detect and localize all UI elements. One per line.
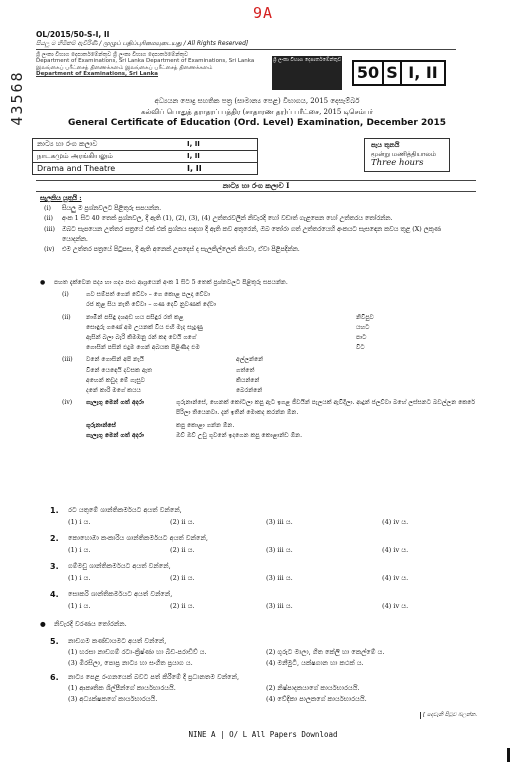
passage-i: (i) ගව සම්පත් ගෙන් වේවා – ගෙ කොළ පලදා වේවා රජ කුළ සිය නැති වේවා – ගණ දෙවි නුවණක් දේවා [62, 291, 216, 309]
department-stamp: ශ්‍රී ලංකා විභාග දෙපාර්තමේන්තුව [272, 56, 342, 90]
edge-marker [507, 748, 510, 762]
questions [34, 506, 476, 709]
subject-row: Drama and Theatre I, II [32, 162, 258, 175]
time-box [364, 138, 450, 172]
paper-code: OL/2015/50-S-I, II [36, 30, 110, 39]
dept-line: Department of Examinations, Sri Lanka Department of Examinations, Sri Lanka [36, 58, 255, 65]
passage-ii: (ii) නාමින් පසිඳු දශඅඩ හය පසිඳුර රත් කළ සොඳුරු ගණේ අම උයනක් විය එහි මැද සැදුණු ඇසින් බලා බැරි කිමඹනු රන් කඳ වෙයි ගගේ ගොසින් පසින් එදුම ගෙන් අබයක පිළිණිද එම නිවිපුව යහට පාට වීට [62, 313, 374, 352]
question-2: 2. කොහොඹා කංකාරිය ශාන්තිකර්මයට අයත් වන්නේ, (1) i ය. (2) ii ය. (3) iii ය. (4) iv ය. [50, 534, 409, 554]
time-english: Three hours [371, 158, 424, 168]
question-6: 6. නාට්‍ය පෙළ රංගනයෙක් බවට පත් කිරීමේ දී ප්‍රධානතම වන්නේ, (1) ආකෘතික ශිල්පීන්ගේ කාර්යභාරයයි. (2) නිෂ්පාදකයාගේ කාර්යභාරයයි. (3) අධ්‍යක්ෂකගේ කාර්යභාරයයි. (4) වේදිකා පාලකගේ කාර්යභාරයයි. [50, 673, 367, 703]
side-serial-number: 43568 [8, 70, 26, 126]
passage-block [34, 278, 476, 441]
question-3: 3. ගම්මඩු ශාන්තිකර්මයට අයත් වන්නේ, (1) i ය. (2) ii ය. (3) iii ය. (4) iv ය. [50, 562, 409, 582]
time-sinhala: පැය තුනයි [371, 141, 400, 149]
instruction-item: (i) සියලු ම ප්‍රශ්නවලට පිළිතුරු සපයන්න. [44, 205, 162, 213]
paper-number: 50 [354, 62, 384, 84]
instruction-item: (iii) ඔබට සැපයෙන උත්තර පත්‍රයේ එක් එක් ප්‍රශ්නය සඳහා දී ඇති කව අතුරෙන්, ඔබ තෝරා ගත් උත්තරයෙහි අංකයට සැසඳෙන කවය තුළ (X) ලකුණ යොදන්න. [44, 225, 441, 243]
dept-line: இலங்கைப் பரீட்சைத் திணைக்களம் இலங்கைப் பரீட்சைத் திணைக்களம் [36, 64, 213, 71]
instructions-title: සැලකිය යුතුයි : [40, 195, 82, 202]
dept-line: ශ්‍රී ලංකා විභාග දෙපාර්තමේන්තුව ශ්‍රී ලංකා විභාග දෙපාර්තමේන්තුව [36, 52, 189, 58]
page-header-label: 9A [252, 4, 274, 22]
turn-page-note: [ දෙවැනි පිටුව බලන්න. [420, 712, 477, 719]
subject-row: නාට්‍ය හා රංග කලාව I, II [32, 138, 258, 150]
subject-table [32, 138, 258, 175]
header-tamil: கல்விப் பொதுத் தராதரப் பத்திர (சாதாரண தர)ப் பரீட்சை, 2015 டிசெம்பர் [141, 108, 373, 116]
section-title: නාට්‍ය හා රංග කලාව I [36, 180, 476, 192]
section2-lead: ● නිවැරදි වරණය තෝරන්න. [34, 620, 476, 629]
rights-line: සියලු ම හිමිකම් ඇවිරිණි / முழுப் பதிப்புரிமையுடையது / All Rights Reserved] [36, 40, 456, 50]
dept-line: Department of Examinations, Sri Lanka [36, 70, 159, 77]
instruction-item: (ii) අංක 1 සිට 40 තෙක් ප්‍රශ්නවල, දී ඇති (1), (2), (3), (4) උත්තරවලින් නිවැරදි හෝ වඩාත් ගැළපෙන හෝ උත්තරය තෝරන්න. [44, 215, 393, 223]
subject-row: நாடகமும் அரங்கியலும் I, II [32, 150, 258, 162]
exam-header [40, 96, 474, 129]
passage-lead: ● පහත දැක්වෙන පද්‍ය හා ගද්‍ය පාඨ ආශ්‍රයෙන් අංක 1 සිට 5 තෙක් ප්‍රශ්නවලට පිළිතුරු සපයන්න. [34, 278, 476, 288]
time-tamil: மூன்று மணித்தியாலம் [371, 150, 437, 158]
footer-watermark: NINE A | O/ L All Papers Download [188, 730, 338, 739]
instructions [40, 194, 468, 255]
passage-iv: (iv) ගැලැගු මෙන් ගත් අදරා ගුරුනාන්සේ, හෙනක් කෝටලා කපු ඇට ඉගළ ජීවයින් පැලයක් ඇවිදිලා. ආදුන් ජලව්වා බහේ ලස්සනට බඩල්ලන කෙරේ පිරිලා තියෙනවා. දැන් ඉතින් මොකද කරන්න ඕන. ගුරුනාන්සේ කපු කොළා ගන්න ඕන. ගැලැගු මෙන් ගත් අදරා ඔව් ඔව් උඩු ගුවනේ ඉදගෙන කපු කොළාන්ඩ ඕන. [62, 399, 476, 439]
question-4: 4. සොකරි ශාන්තිකර්මයට අයත් වන්නේ, (1) i ය. (2) ii ය. (3) iii ය. (4) iv ය. [50, 590, 409, 610]
header-sinhala: අධ්‍යයන පොදු සහතික පත්‍ර (සාමාන්‍ය පෙළ) විභාගය, 2015 දෙසැම්බර් [154, 97, 360, 105]
paper-number-box [352, 60, 446, 86]
question-1: 1. රට යතුමේ ශාන්තිකර්මයට අයත් වන්නේ, (1) i ය. (2) ii ය. (3) iii ය. (4) iv ය. [50, 506, 409, 526]
passage-iii: (iii) වනේ ගොසින් අපි නැයි විනේ යෙඳෙයි දවසක ඇත අහෙන් කඩුද මේ ගැසුව දනේ කාරි මගේ කයය අල්ලන්නේ ගත්තේ කියන්නේ බෙරන්නේ [62, 356, 264, 395]
instruction-item: (iv) එම උත්තර පත්‍රයේ පිටුපස, දී ඇති අනෙක් උපදෙස් ද සැලකිල්ලෙන් කියවා, ඒවා පිළිපදින්න. [44, 246, 300, 254]
question-5: 5. නාඩගම කණ්ඩායමට අයත් වන්නේ, (1) හරසා නාඩගම් රටා-ක්‍රිෂ්ණා හා බිඩ-පරාඩිව් ය. (2) ගුරුට මාලා, ගීත කේලි හා කෙල්මේ ය. (3) මිරසිලා, පොප්‍ර නාට්‍ය හා සංගීත ප්‍රයාග ය. (4) මනීමුටි, යක්ෂගාන හා කථක් ය. [50, 637, 385, 667]
paper-parts: I, II [408, 63, 438, 82]
header-english: General Certificate of Education (Ord. Level) Examination, December 2015 [67, 118, 447, 128]
paper-stream: S [384, 62, 402, 84]
